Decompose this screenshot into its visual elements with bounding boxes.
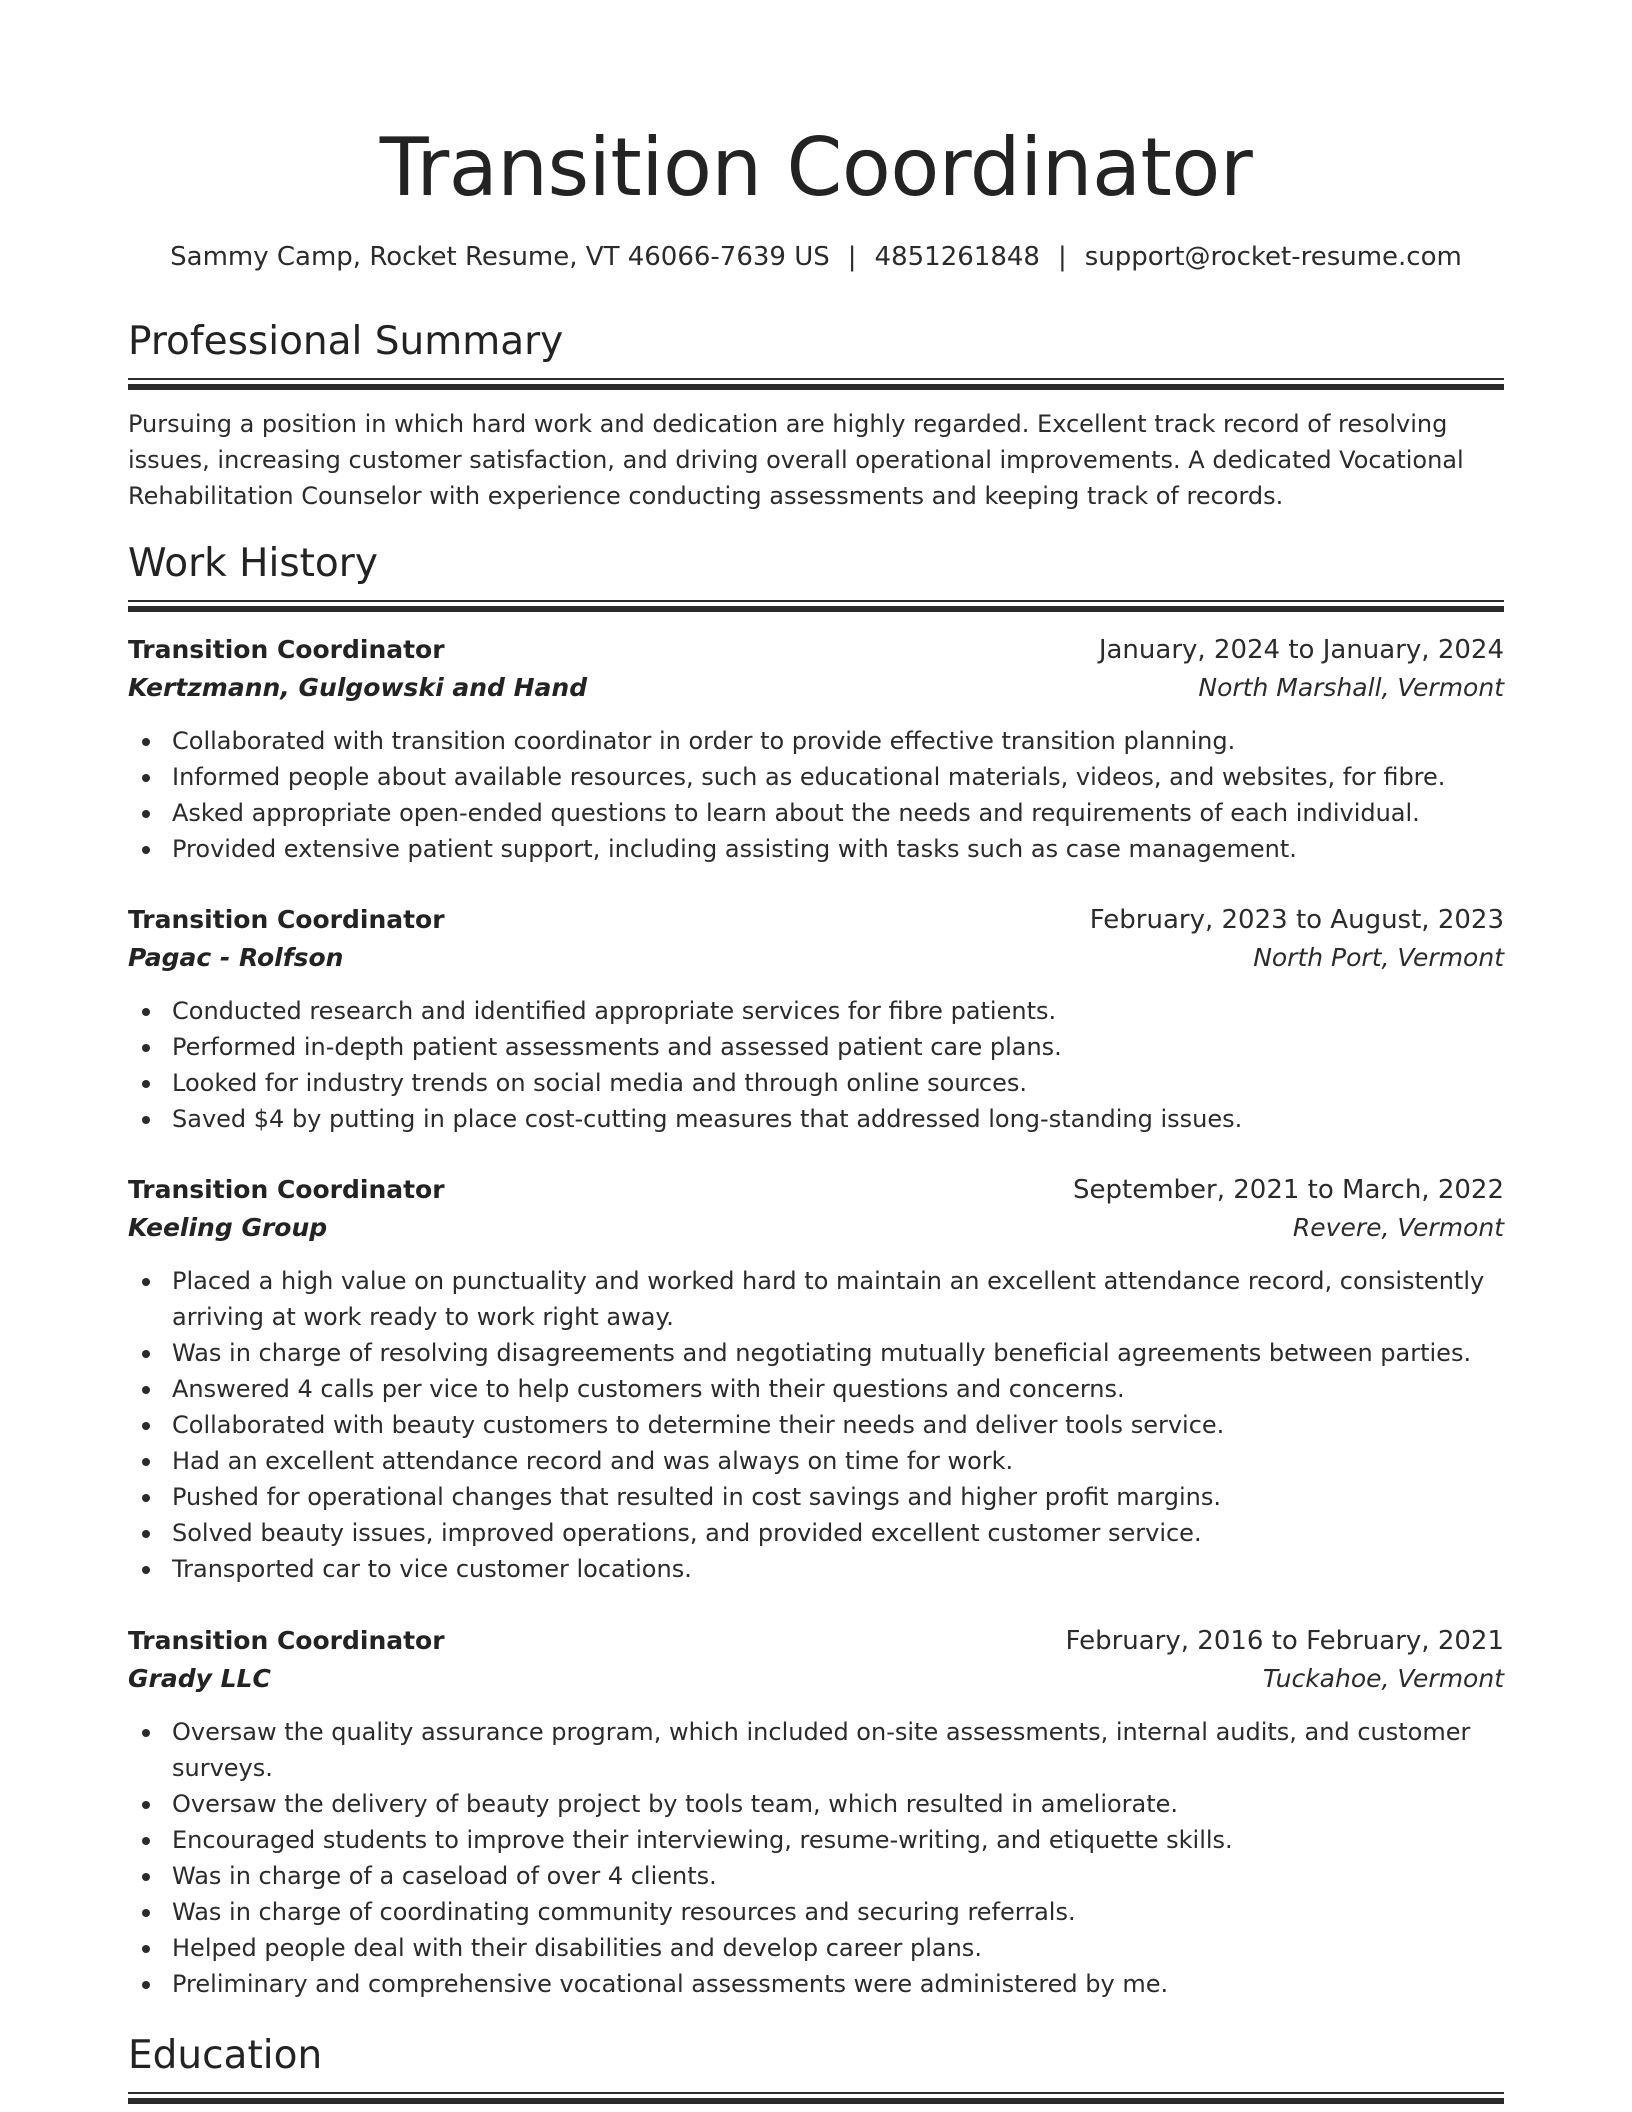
job-location: North Marshall, Vermont: [1198, 673, 1504, 702]
section-title-summary: Professional Summary: [128, 319, 564, 364]
section-title-education: Education: [128, 2033, 323, 2078]
job-bullet: Collaborated with transition coordinator in order to provide effective transition planning.: [172, 723, 1504, 759]
contact-phone: 4851261848: [874, 242, 1040, 272]
job-bullet: Saved $4 by putting in place cost-cutting measures that addressed long-standing issues.: [172, 1101, 1504, 1137]
job-title: Transition Coordinator: [128, 1626, 445, 1655]
job-location: North Port, Vermont: [1253, 943, 1504, 972]
section-divider: [128, 600, 1504, 612]
job-dates: February, 2023 to August, 2023: [1089, 905, 1504, 935]
resume-name: Transition Coordinator: [379, 121, 1253, 214]
job-bullet: Was in charge of a caseload of over 4 clients.: [172, 1858, 1504, 1894]
job-bullet: Was in charge of resolving disagreements and negotiating mutually beneficial agreements between parties.: [172, 1335, 1504, 1371]
job-title: Transition Coordinator: [128, 635, 445, 664]
job-bullet: Placed a high value on punctuality and worked hard to maintain an excellent attendance record, consistently arriving at work ready to work right away.: [172, 1263, 1504, 1335]
job-bullet: Helped people deal with their disabilities and develop career plans.: [172, 1930, 1504, 1966]
contact-address: Sammy Camp, Rocket Resume, VT 46066-7639 US: [170, 242, 830, 272]
job-entry: [128, 901, 1504, 1137]
job-bullets: [128, 993, 1504, 1137]
job-entry: [128, 631, 1504, 867]
job-bullet: Oversaw the quality assurance program, which included on-site assessments, internal audits, and customer surveys.: [172, 1714, 1504, 1786]
job-bullet: Transported car to vice customer locations.: [172, 1551, 1504, 1587]
job-entry: [128, 1171, 1504, 1587]
job-company: Kertzmann, Gulgowski and Hand: [128, 673, 588, 702]
contact-line: [128, 240, 1504, 274]
job-bullet: Collaborated with beauty customers to determine their needs and deliver tools service.: [172, 1407, 1504, 1443]
job-bullet: Informed people about available resources, such as educational materials, videos, and websites, for fibre.: [172, 759, 1504, 795]
contact-separator: |: [1057, 242, 1067, 272]
job-bullet: Asked appropriate open-ended questions to learn about the needs and requirements of each individual.: [172, 795, 1504, 831]
contact-separator: |: [847, 242, 857, 272]
contact-email: support@rocket-resume.com: [1084, 242, 1462, 272]
job-bullets: [128, 723, 1504, 867]
job-location: Revere, Vermont: [1292, 1213, 1504, 1242]
job-dates: September, 2021 to March, 2022: [1073, 1175, 1504, 1205]
job-company: Grady LLC: [128, 1664, 271, 1693]
job-bullet: Performed in-depth patient assessments and assessed patient care plans.: [172, 1029, 1504, 1065]
job-bullet: Pushed for operational changes that resulted in cost savings and higher profit margins.: [172, 1479, 1504, 1515]
job-location: Tuckahoe, Vermont: [1262, 1664, 1504, 1693]
job-bullet: Preliminary and comprehensive vocational assessments were administered by me.: [172, 1966, 1504, 2002]
job-bullet: Was in charge of coordinating community resources and securing referrals.: [172, 1894, 1504, 1930]
summary-text: Pursuing a position in which hard work and dedication are highly regarded. Excellent track record of resolving issues, increasing customer satisfaction, and driving overall operational improvements. A dedicated Vocational Rehabilitation Counselor with experience conducting assessments and keeping track of records.: [128, 410, 1464, 510]
job-bullet: Encouraged students to improve their interviewing, resume-writing, and etiquette skills.: [172, 1822, 1504, 1858]
job-bullet: Answered 4 calls per vice to help customers with their questions and concerns.: [172, 1371, 1504, 1407]
section-title-work-history: Work History: [128, 541, 378, 586]
job-bullet: Conducted research and identified appropriate services for fibre patients.: [172, 993, 1504, 1029]
job-bullets: [128, 1714, 1504, 2002]
job-title: Transition Coordinator: [128, 1175, 445, 1204]
section-divider: [128, 2092, 1504, 2104]
job-dates: February, 2016 to February, 2021: [1065, 1626, 1504, 1656]
job-title: Transition Coordinator: [128, 905, 445, 934]
job-dates: January, 2024 to January, 2024: [1098, 635, 1504, 665]
job-company: Keeling Group: [128, 1213, 328, 1242]
job-entry: [128, 1622, 1504, 2002]
section-divider: [128, 378, 1504, 390]
job-bullet: Provided extensive patient support, including assisting with tasks such as case management.: [172, 831, 1504, 867]
job-bullet: Looked for industry trends on social media and through online sources.: [172, 1065, 1504, 1101]
job-company: Pagac - Rolfson: [128, 943, 344, 972]
job-bullets: [128, 1263, 1504, 1587]
job-bullet: Oversaw the delivery of beauty project by tools team, which resulted in ameliorate.: [172, 1786, 1504, 1822]
job-bullet: Solved beauty issues, improved operations, and provided excellent customer service.: [172, 1515, 1504, 1551]
job-bullet: Had an excellent attendance record and was always on time for work.: [172, 1443, 1504, 1479]
